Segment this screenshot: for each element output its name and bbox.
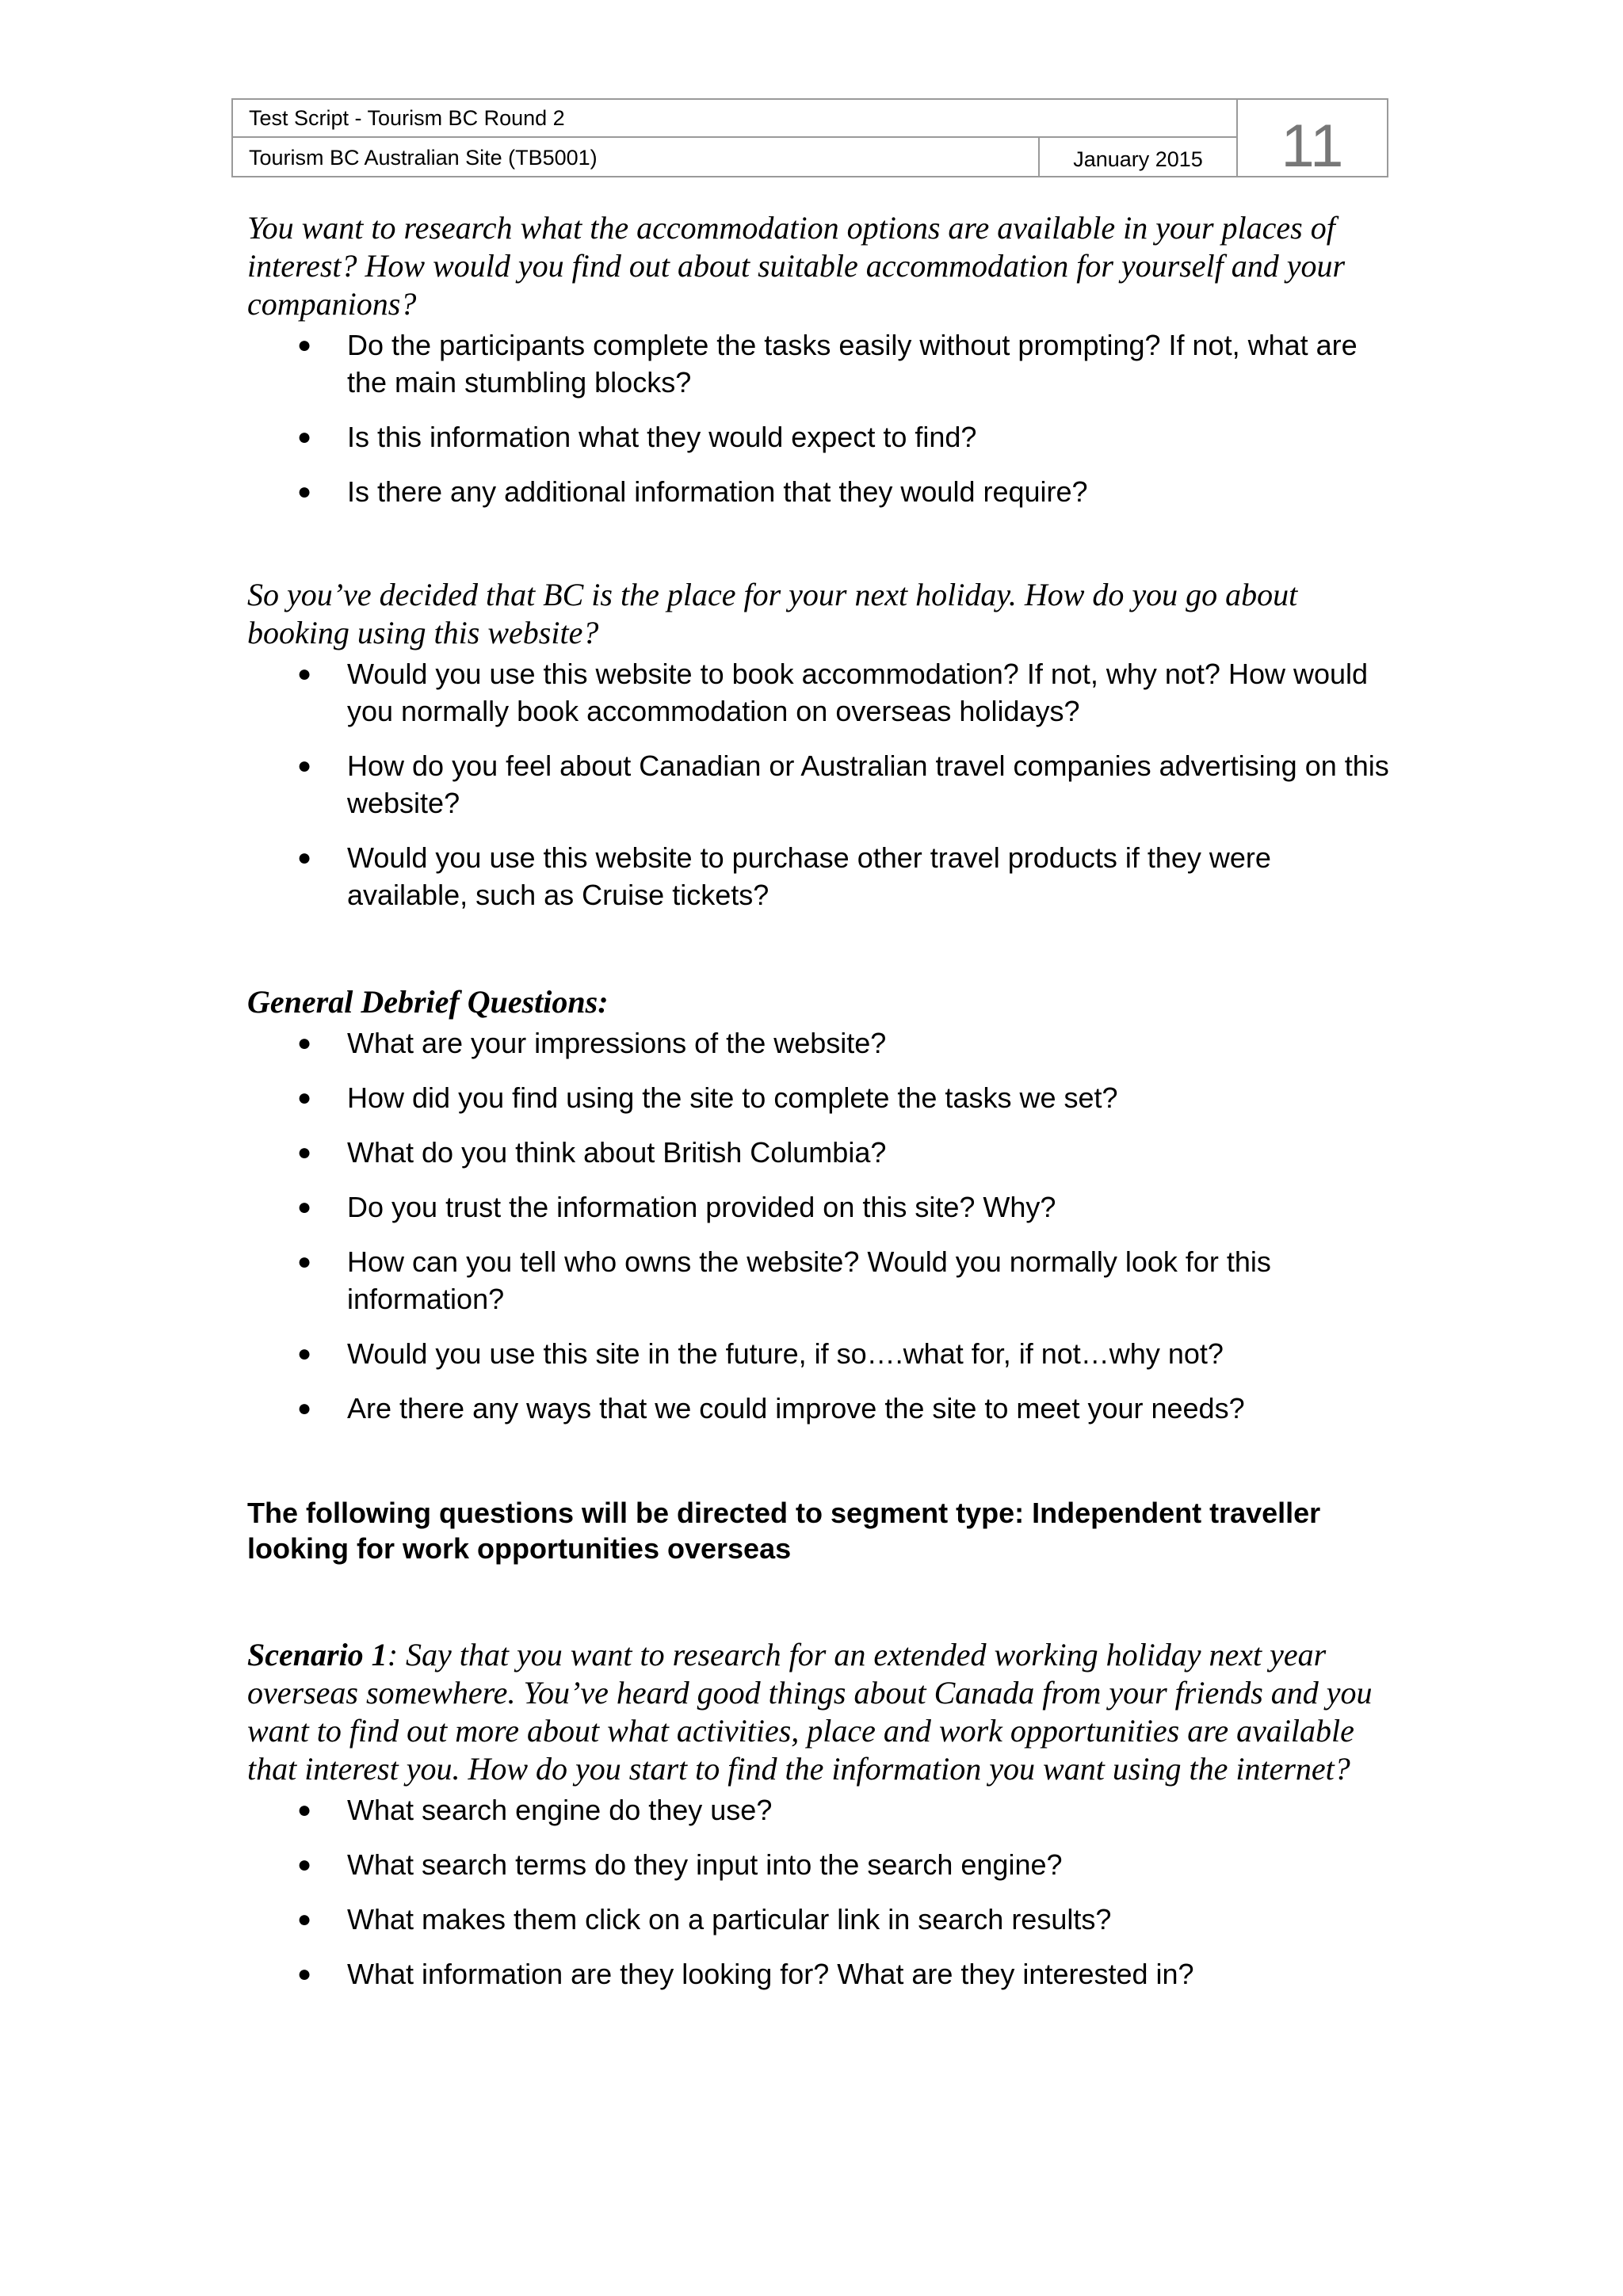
list-item: ● What do you think about British Columbia? [247, 1134, 1395, 1171]
list-item: ● What search engine do they use? [247, 1791, 1395, 1829]
bullet-icon: ● [297, 1797, 312, 1823]
list-item: ● Would you use this site in the future, if so….what for, if not…why not? [247, 1335, 1395, 1372]
list-item: ● Are there any ways that we could improve the site to meet your needs? [247, 1390, 1395, 1427]
list-item: ● What information are they looking for? What are they interested in? [247, 1955, 1395, 1993]
bullet-icon: ● [297, 753, 312, 779]
bullet-icon: ● [297, 424, 312, 450]
list-item: ● Is this information what they would expect to find? [247, 418, 1395, 456]
list-item: ● What search terms do they input into the search engine? [247, 1846, 1395, 1883]
page-number: 11 [1281, 113, 1344, 180]
list-item: ● Do you trust the information provided on this site? Why? [247, 1188, 1395, 1226]
document-body [247, 209, 1395, 1993]
bullet-icon: ● [297, 1961, 312, 1987]
bullet-icon: ● [297, 1139, 312, 1165]
booking-bullets [247, 655, 1395, 913]
header-subtitle: Tourism BC Australian Site (TB5001) [233, 138, 1040, 176]
bullet-icon: ● [297, 845, 312, 871]
list-item: ● How do you feel about Canadian or Australian travel companies advertising on this website? [247, 747, 1395, 822]
header-table [231, 98, 1388, 180]
scenario-bullets [247, 1791, 1395, 1993]
scenario-1-text: : Say that you want to research for an extended working holiday next year overseas somewhere. You’ve heard good things about Canada from your friends and you want to find out more about what activities, place and work opportunities are available that interest you. How do you start to find the information you want using the internet? [247, 1637, 1373, 1787]
bullet-icon: ● [297, 1341, 312, 1367]
list-item: ● What makes them click on a particular link in search results? [247, 1901, 1395, 1938]
debrief-bullets [247, 1024, 1395, 1427]
list-item: ● Would you use this website to book accommodation? If not, why not? How would you normally book accommodation on overseas holidays? [247, 655, 1395, 730]
bullet-icon: ● [297, 1906, 312, 1932]
list-item: ● How did you find using the site to complete the tasks we set? [247, 1079, 1395, 1116]
bullet-icon: ● [297, 661, 312, 687]
bullet-icon: ● [297, 1395, 312, 1421]
header-date: January 2015 [1040, 138, 1238, 176]
header-title: Test Script - Tourism BC Round 2 [233, 100, 1238, 138]
bullet-icon: ● [297, 1085, 312, 1111]
accommodation-question: You want to research what the accommodation options are available in your places of interest? How would you find out about suitable accommodation for yourself and your companions? [247, 210, 1346, 322]
general-debrief-heading: General Debrief Questions: [247, 984, 609, 1020]
booking-question: So you’ve decided that BC is the place for your next holiday. How do you go about booking using this website? [247, 577, 1298, 650]
bullet-icon: ● [297, 332, 312, 358]
scenario-1-label: Scenario 1 [247, 1637, 388, 1672]
bullet-icon: ● [297, 1852, 312, 1878]
list-item: ● Would you use this website to purchase other travel products if they were available, such as Cruise tickets? [247, 839, 1395, 913]
bullet-icon: ● [297, 479, 312, 505]
list-item: ● What are your impressions of the website? [247, 1024, 1395, 1062]
list-item: ● Do the participants complete the tasks easily without prompting? If not, what are the main stumbling blocks? [247, 326, 1395, 401]
accommodation-bullets [247, 326, 1395, 510]
bullet-icon: ● [297, 1030, 312, 1056]
list-item: ● How can you tell who owns the website? Would you normally look for this information? [247, 1243, 1395, 1318]
bullet-icon: ● [297, 1194, 312, 1220]
scenario-1-paragraph [247, 1636, 1395, 1788]
bullet-icon: ● [297, 1249, 312, 1275]
segment-heading: The following questions will be directed to segment type: Independent traveller looking for work opportunities overseas [247, 1497, 1321, 1565]
list-item: ● Is there any additional information that they would require? [247, 473, 1395, 510]
